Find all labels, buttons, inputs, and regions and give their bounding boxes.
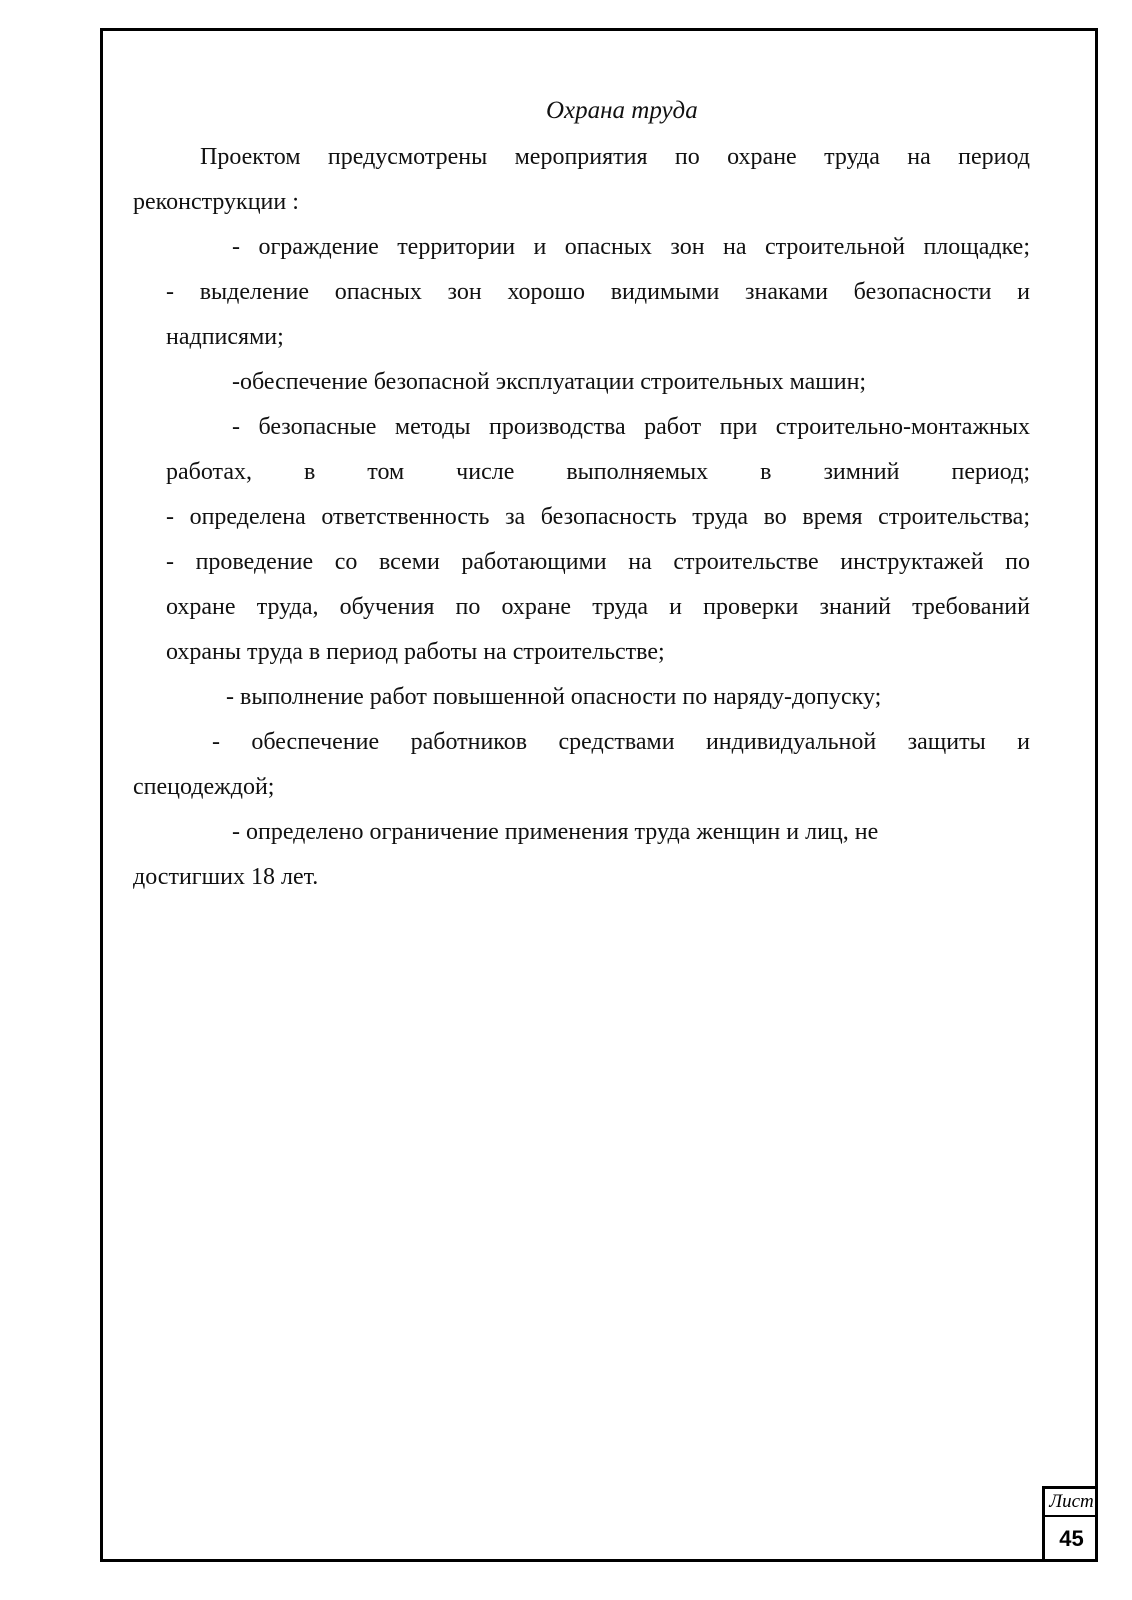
- text-line-7: - безопасные методы производства работ при строительно-монтажных: [232, 414, 1030, 440]
- text-line-5: надписями;: [166, 324, 284, 350]
- text-line-16: - определено ограничение применения труда женщин и лиц, не: [232, 819, 879, 845]
- text-line-3: - ограждение территории и опасных зон на строительной площадке;: [232, 234, 1030, 260]
- text-line-6: -обеспечение безопасной эксплуатации строительных машин;: [232, 369, 867, 395]
- text-line-11: охране труда, обучения по охране труда и проверки знаний требований: [166, 594, 1030, 620]
- text-line-9: - определена ответственность за безопасность труда во время строительства;: [166, 504, 1030, 530]
- text-line-1: Проектом предусмотрены мероприятия по охране труда на период: [200, 144, 1030, 170]
- text-line-4: - выделение опасных зон хорошо видимыми знаками безопасности и: [166, 279, 1030, 305]
- text-line-2: реконструкции :: [133, 189, 299, 215]
- section-title: Охрана труда: [546, 97, 698, 124]
- text-line-15: спецодеждой;: [133, 774, 275, 800]
- text-line-14: - обеспечение работников средствами индивидуальной защиты и: [212, 729, 1030, 755]
- text-line-10: - проведение со всеми работающими на строительстве инструктажей по: [166, 549, 1030, 575]
- text-line-8: работах, в том числе выполняемых в зимний период;: [166, 459, 1030, 485]
- sheet-label: Лист: [1045, 1489, 1098, 1517]
- text-line-13: - выполнение работ повышенной опасности по наряду-допуску;: [226, 684, 882, 710]
- sheet-number: 45: [1059, 1526, 1084, 1551]
- text-line-17: достигших 18 лет.: [133, 864, 319, 890]
- text-line-12: охраны труда в период работы на строительстве;: [166, 639, 665, 665]
- sheet-stamp: [1042, 1486, 1098, 1562]
